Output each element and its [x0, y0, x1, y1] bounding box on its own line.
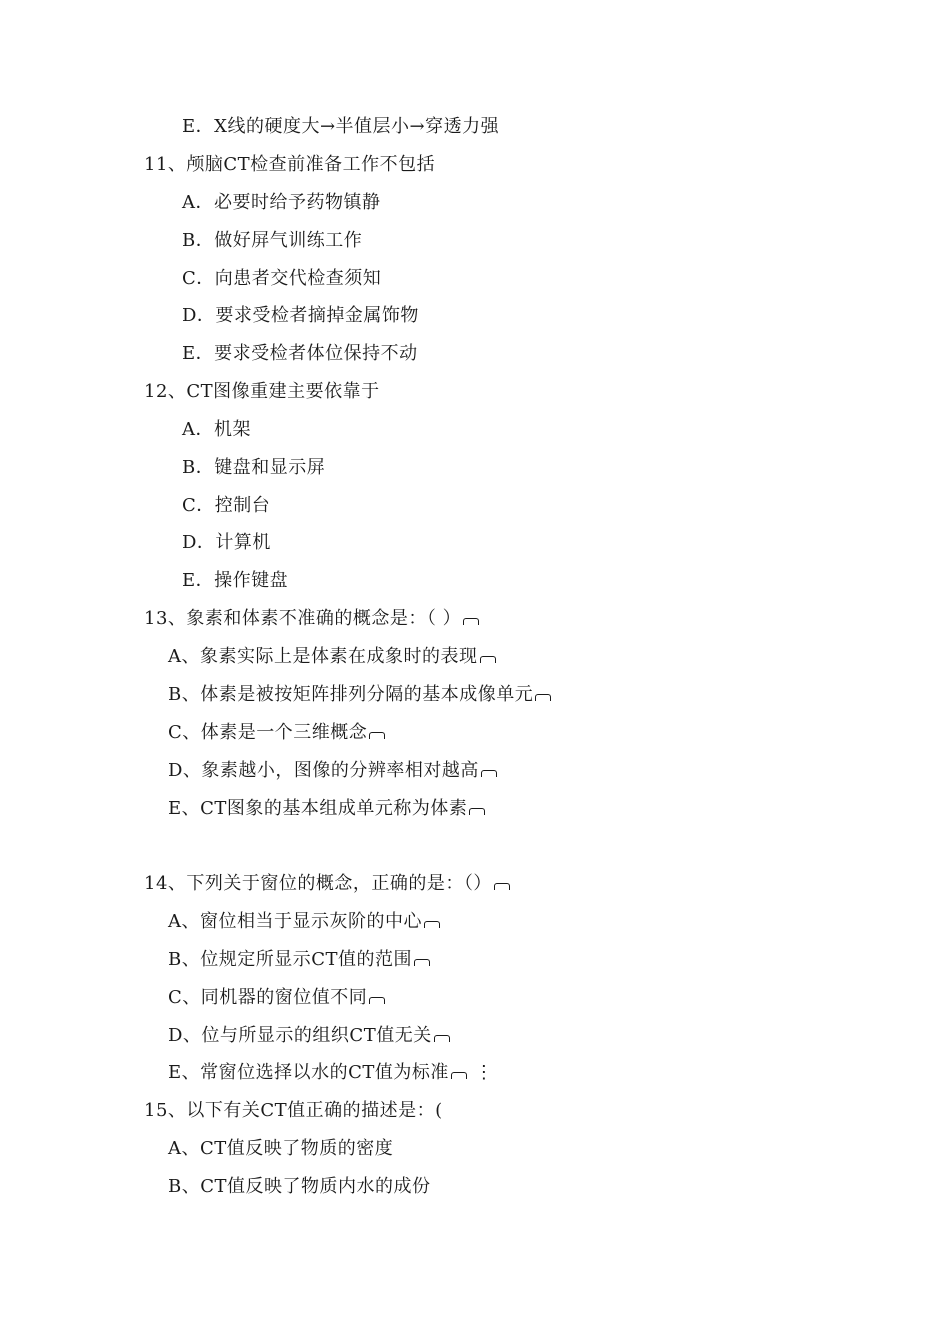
q11-option-a: A．必要时给予药物镇静 [182, 192, 381, 213]
q14-stem: 14、下列关于窗位的概念，正确的是：（） [144, 872, 510, 896]
q11-option-b: B．做好屏气训练工作 [182, 230, 363, 251]
q14-option-b: B、位规定所显示CT值的范围 [168, 948, 430, 972]
q13-option-d: D、象素越小，图像的分辨率相对越高 [168, 759, 497, 783]
paragraph-mark-icon [481, 770, 497, 777]
q14-option-a: A、窗位相当于显示灰阶的中心 [168, 910, 440, 934]
paragraph-mark-icon [494, 883, 510, 890]
paragraph-mark-icon [369, 997, 385, 1004]
q14-option-c: C、同机器的窗位值不同 [168, 986, 385, 1010]
q11-stem: 11、颅脑CT检查前准备工作不包括 [144, 154, 436, 175]
paragraph-mark-icon [463, 618, 479, 625]
q11-option-d: D．要求受检者摘掉金属饰物 [182, 305, 419, 326]
q12-option-b: B．键盘和显示屏 [182, 457, 326, 478]
paragraph-mark-icon [480, 656, 496, 663]
q13-option-b: B、体素是被按矩阵排列分隔的基本成像单元 [168, 683, 551, 707]
paragraph-mark-icon [535, 694, 551, 701]
paragraph-mark-icon [451, 1072, 467, 1079]
ellipsis-mark: ⋮ [474, 1062, 494, 1083]
q15-option-b: B、CT值反映了物质内水的成份 [168, 1176, 431, 1197]
q13-stem: 13、象素和体素不准确的概念是：（ ） [144, 607, 479, 631]
q14-option-d: D、位与所显示的组织CT值无关 [168, 1024, 450, 1048]
q15-stem: 15、以下有关CT值正确的描述是：( [144, 1100, 443, 1121]
paragraph-mark-icon [469, 808, 485, 815]
q15-option-a: A、CT值反映了物质的密度 [168, 1138, 394, 1159]
q10-option-e: E．X线的硬度大→半值层小→穿透力强 [182, 116, 500, 137]
q11-option-c: C．向患者交代检查须知 [182, 268, 382, 289]
q12-option-e: E．操作键盘 [182, 570, 289, 591]
q14-option-e: E、常窗位选择以水的CT值为标准 ⋮ [168, 1062, 494, 1083]
paragraph-mark-icon [434, 1035, 450, 1042]
q12-option-a: A．机架 [182, 419, 251, 440]
q12-stem: 12、CT图像重建主要依靠于 [144, 381, 380, 402]
paragraph-mark-icon [424, 921, 440, 928]
q13-option-c: C、体素是一个三维概念 [168, 721, 385, 745]
q13-option-e: E、CT图象的基本组成单元称为体素 [168, 797, 485, 821]
q11-option-e: E．要求受检者体位保持不动 [182, 343, 418, 364]
q13-option-a: A、象素实际上是体素在成象时的表现 [168, 645, 496, 669]
q12-option-d: D．计算机 [182, 532, 271, 553]
paragraph-mark-icon [369, 732, 385, 739]
paragraph-mark-icon [414, 959, 430, 966]
q12-option-c: C．控制台 [182, 495, 271, 516]
